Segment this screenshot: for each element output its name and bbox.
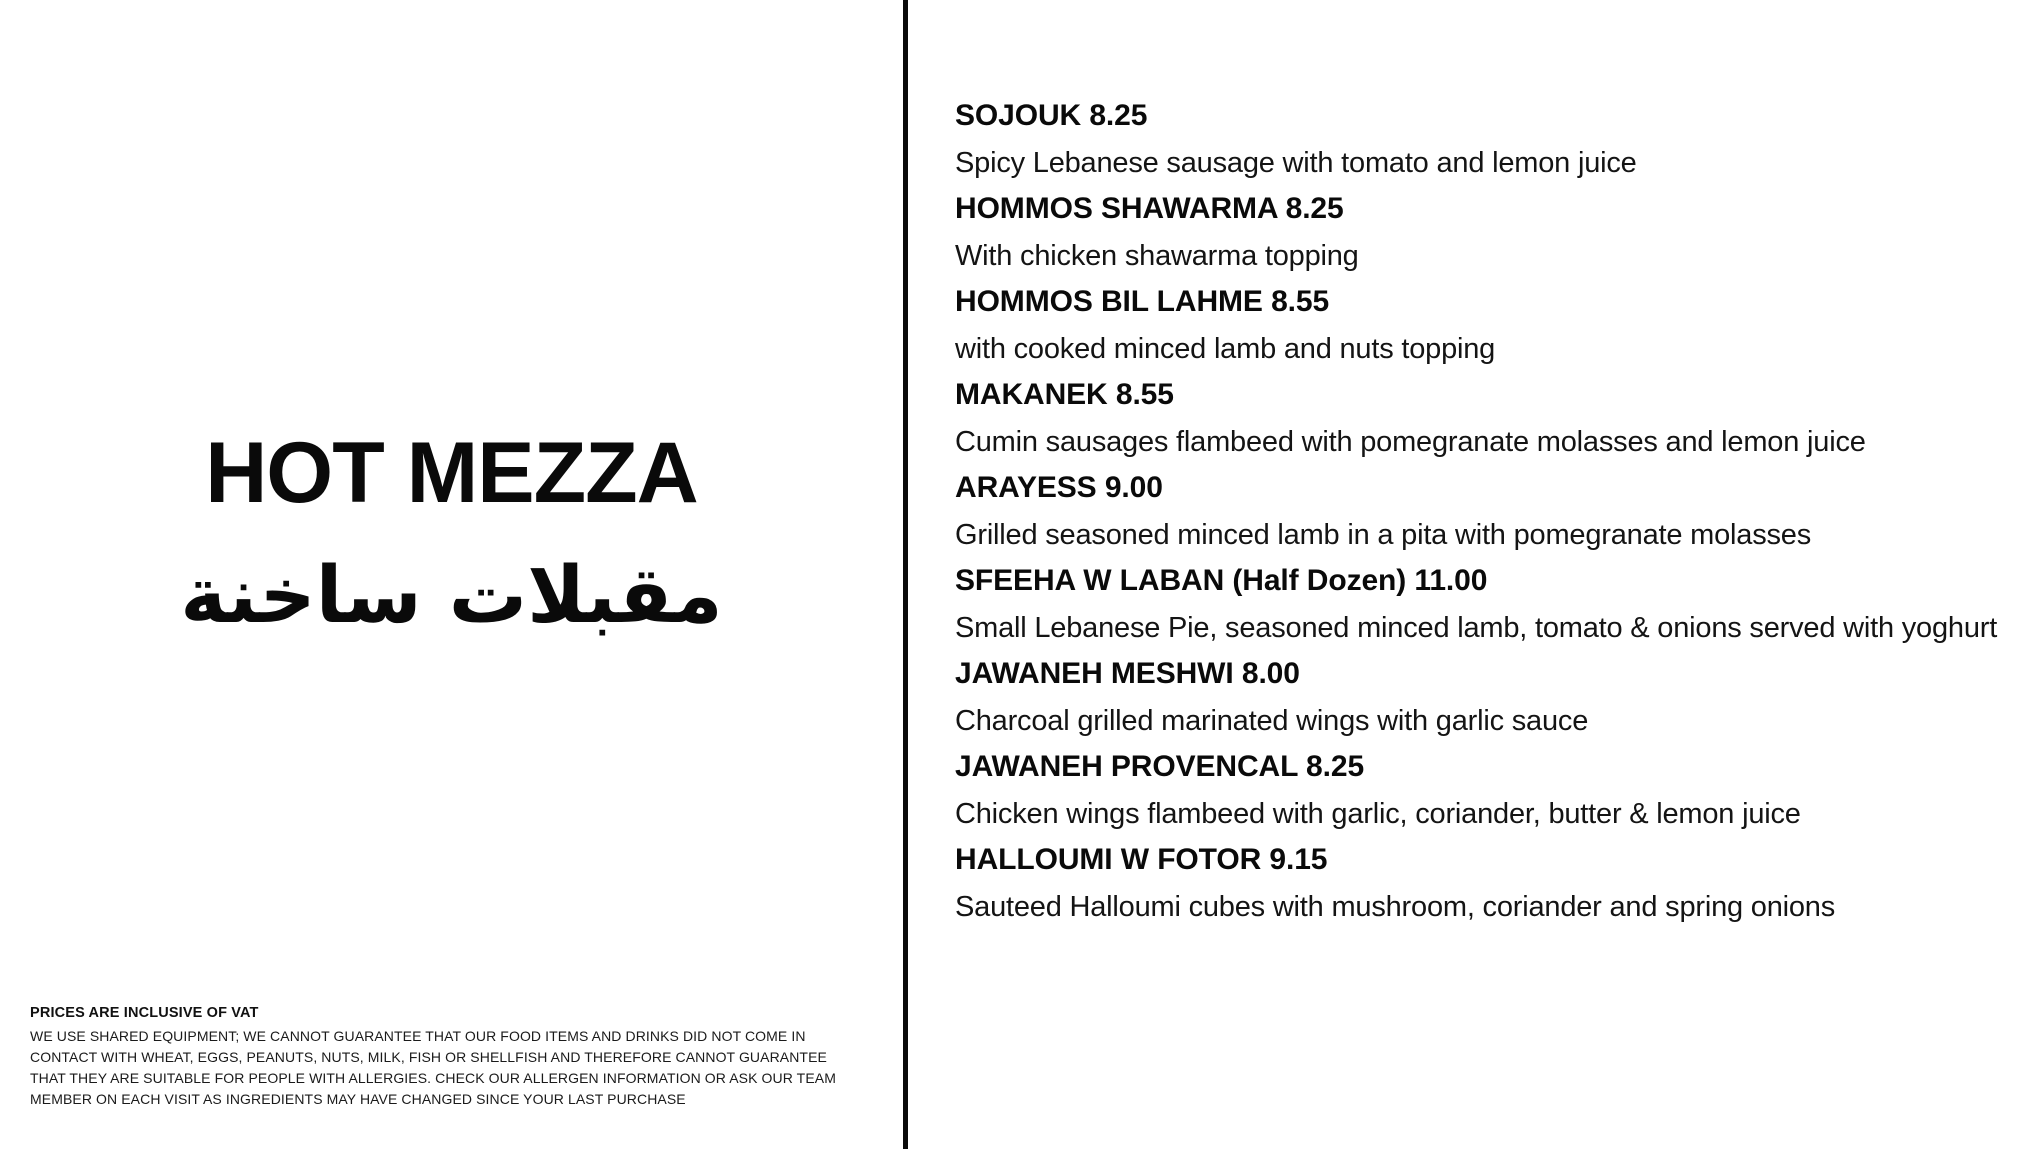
menu-item-name: ARAYESS 9.00 bbox=[955, 471, 1163, 504]
menu-item-description: Small Lebanese Pie, seasoned minced lamb, tomato & onions served with yoghurt bbox=[955, 611, 1998, 644]
menu-item-description: Spicy Lebanese sausage with tomato and lemon juice bbox=[955, 146, 1637, 179]
menu-item-name: HOMMOS BIL LAHME 8.55 bbox=[955, 285, 1330, 318]
right-panel bbox=[908, 0, 2041, 1149]
menu-item-description: Grilled seasoned minced lamb in a pita with pomegranate molasses bbox=[955, 518, 1812, 551]
section-title-arabic: مقبلات ساخنة bbox=[180, 551, 723, 641]
section-title-block bbox=[0, 425, 903, 642]
menu-item bbox=[955, 651, 2015, 744]
menu-item bbox=[955, 93, 2015, 186]
allergen-notice: WE USE SHARED EQUIPMENT; WE CANNOT GUARANTEE THAT OUR FOOD ITEMS AND DRINKS DID NOT COME IN CONTACT WITH WHEAT, EGGS, PEANUTS, NUTS, MILK, FISH OR SHELLFISH AND THEREFORE CANNOT GUARANTEE THAT THEY ARE SUITABLE FOR PEOPLE WITH ALLERGIES. CHECK OUR ALLERGEN INFORMATION OR ASK OUR TEAM MEMBER ON EACH VISIT AS INGREDIENTS MAY HAVE CHANGED SINCE YOUR LAST PURCHASE bbox=[30, 1027, 836, 1108]
menu-item bbox=[955, 744, 2015, 837]
menu-item-name: MAKANEK 8.55 bbox=[955, 378, 1174, 411]
vat-notice: PRICES ARE INCLUSIVE OF VAT bbox=[30, 1005, 259, 1021]
menu-item bbox=[955, 186, 2015, 279]
menu-item bbox=[955, 372, 2015, 465]
menu-item-description: Sauteed Halloumi cubes with mushroom, coriander and spring onions bbox=[955, 890, 1836, 923]
menu-item-name: JAWANEH PROVENCAL 8.25 bbox=[955, 750, 1365, 783]
menu-item-description: With chicken shawarma topping bbox=[955, 239, 1359, 272]
disclaimer-block bbox=[30, 1004, 870, 1111]
menu-item-description: Chicken wings flambeed with garlic, coriander, butter & lemon juice bbox=[955, 797, 1801, 830]
menu-item bbox=[955, 279, 2015, 372]
menu-item-name: SOJOUK 8.25 bbox=[955, 99, 1148, 132]
menu-item-list bbox=[955, 93, 2015, 930]
menu-item bbox=[955, 837, 2015, 930]
menu-item-description: Cumin sausages flambeed with pomegranate molasses and lemon juice bbox=[955, 425, 1866, 458]
menu-item-name: HOMMOS SHAWARMA 8.25 bbox=[955, 192, 1344, 225]
menu-item-name: SFEEHA W LABAN (Half Dozen) 11.00 bbox=[955, 564, 1488, 597]
menu-item-name: JAWANEH MESHWI 8.00 bbox=[955, 657, 1300, 690]
menu-item-name: HALLOUMI W FOTOR 9.15 bbox=[955, 843, 1328, 876]
left-panel bbox=[0, 0, 903, 1149]
menu-item-description: Charcoal grilled marinated wings with garlic sauce bbox=[955, 704, 1589, 737]
menu-item bbox=[955, 558, 2015, 651]
section-title-english: HOT MEZZA bbox=[205, 425, 698, 521]
menu-item-description: with cooked minced lamb and nuts topping bbox=[955, 332, 1496, 365]
menu-item bbox=[955, 465, 2015, 558]
